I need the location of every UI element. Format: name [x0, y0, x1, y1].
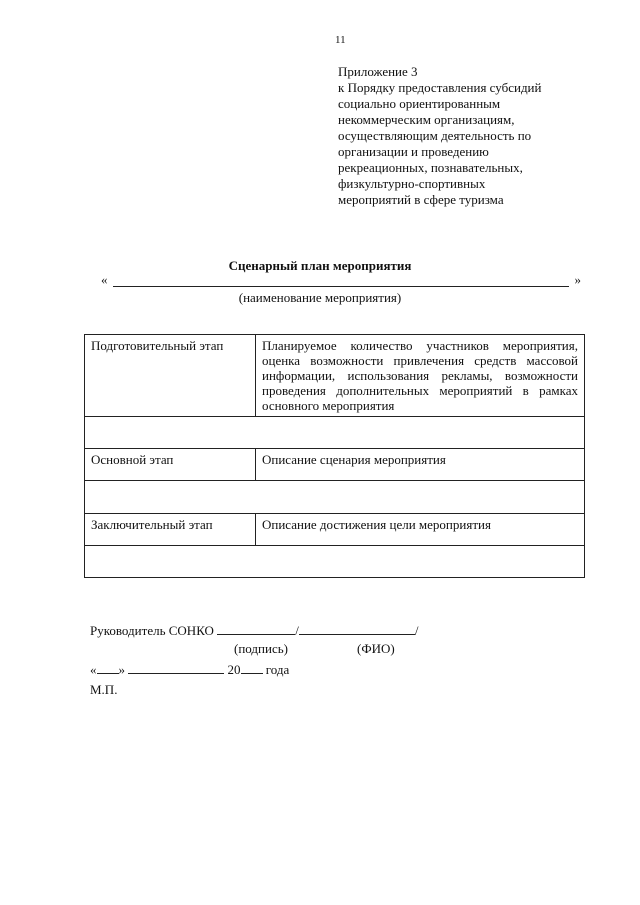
page-number: 11 — [335, 34, 346, 46]
appendix-line: социально ориентированным — [338, 96, 501, 111]
blank-cell[interactable] — [85, 481, 585, 514]
scenario-table — [84, 334, 585, 578]
signature-caption: (подпись) — [234, 641, 288, 656]
table-row — [85, 514, 585, 546]
table-row — [85, 449, 585, 481]
signature-separator-end: / — [414, 623, 419, 638]
signer-line — [90, 622, 418, 639]
appendix-line: рекреационных, познавательных, — [338, 160, 523, 175]
appendix-line: некоммерческим организациям, — [338, 112, 515, 127]
appendix-line: организации и проведению — [338, 144, 489, 159]
stage-label: Подготовительный этап — [85, 335, 256, 417]
stamp-place: М.П. — [90, 682, 118, 697]
stage-description: Описание сценария мероприятия — [256, 449, 585, 481]
appendix-header — [338, 64, 598, 208]
date-open-quote: « — [90, 662, 97, 677]
stage-description: Планируемое количество участников мероприятия, оценка возможности привлечения средств массовой информации, использования рекламы, возможности проведения дополнительных мероприятий в рамках основного мероприятия — [256, 335, 585, 417]
open-quote: « — [101, 272, 108, 287]
event-name-caption: (наименование мероприятия) — [238, 290, 402, 305]
day-blank[interactable] — [97, 661, 119, 674]
month-blank[interactable] — [128, 661, 224, 674]
blank-cell[interactable] — [85, 417, 585, 449]
year-blank[interactable] — [241, 661, 263, 674]
appendix-line: к Порядку предоставления субсидий — [338, 80, 542, 95]
year-prefix: 20 — [227, 662, 241, 677]
appendix-line: мероприятий в сфере туризма — [338, 192, 504, 207]
appendix-line: Приложение 3 — [338, 64, 418, 79]
blank-cell[interactable] — [85, 546, 585, 578]
signer-label: Руководитель СОНКО — [90, 623, 214, 638]
appendix-line: осуществляющим деятельность по — [338, 128, 532, 143]
date-line — [90, 661, 289, 678]
table-row-blank — [85, 546, 585, 578]
table-row — [85, 335, 585, 417]
year-suffix: года — [265, 662, 290, 677]
name-blank[interactable] — [299, 622, 415, 635]
stage-label: Заключительный этап — [85, 514, 256, 546]
table-row-blank — [85, 417, 585, 449]
event-name-field[interactable] — [101, 272, 581, 290]
appendix-line: физкультурно-спортивных — [338, 176, 486, 191]
document-title: Сценарный план мероприятия — [228, 258, 412, 273]
stage-description: Описание достижения цели мероприятия — [256, 514, 585, 546]
table-row-blank — [85, 481, 585, 514]
name-caption: (ФИО) — [357, 641, 395, 656]
event-name-blank[interactable] — [113, 286, 569, 287]
stage-label: Основной этап — [85, 449, 256, 481]
signature-blank[interactable] — [217, 622, 295, 635]
close-quote: » — [574, 272, 581, 287]
signature-separator: / — [295, 623, 299, 638]
date-close-quote: » — [118, 662, 125, 677]
